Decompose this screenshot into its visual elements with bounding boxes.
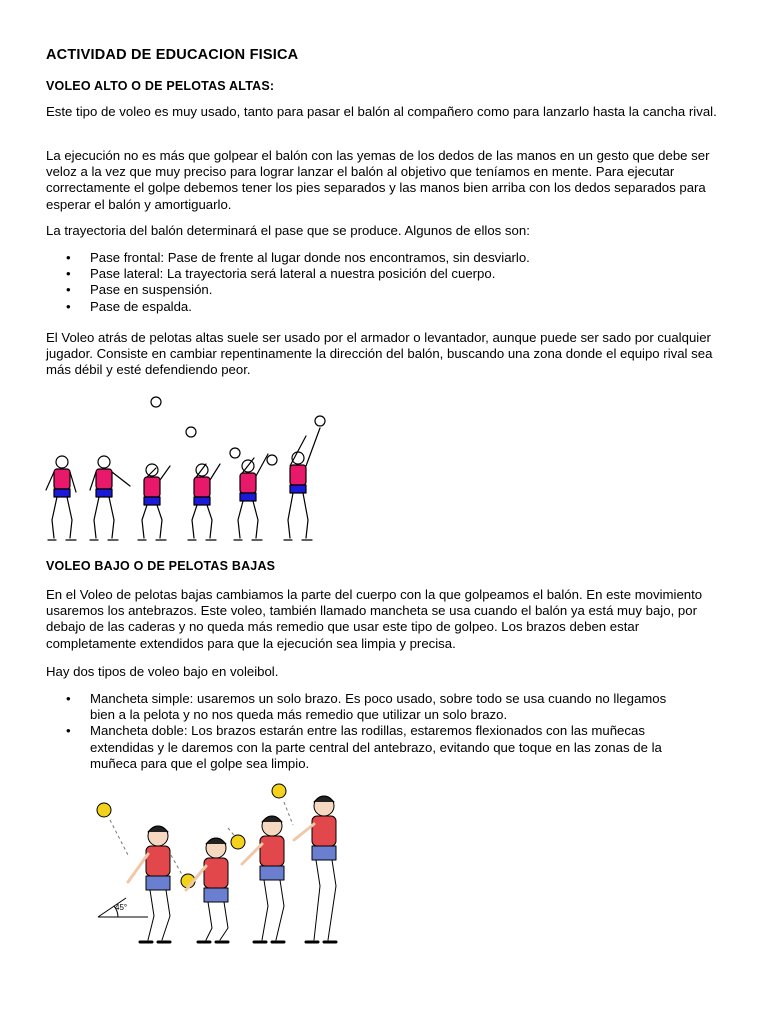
- list-item: • Pase de espalda.: [46, 299, 686, 315]
- player-figure: [186, 838, 228, 942]
- paragraph: La trayectoria del balón determinará el pase que se produce. Algunos de ellos son:: [46, 223, 530, 238]
- player-figure: [294, 796, 336, 942]
- ball-icon: [97, 803, 111, 817]
- paragraph: Este tipo de voleo es muy usado, tanto para pasar el balón al compañero como para lanzarlo hasta la cancha rival.: [46, 104, 717, 119]
- list-item: • Mancheta doble: Los brazos estarán entre las rodillas, estaremos flexionados con las muñecas extendidas y le daremos con la parte central del antebrazo, evitando que toque en las zonas de la muñeca para que el golpe sea limpio.: [46, 723, 686, 772]
- ball-icon: [151, 397, 161, 407]
- list-item: • Pase frontal: Pase de frente al lugar donde nos encontramos, sin desviarlo.: [46, 250, 686, 266]
- player-figure: [284, 428, 320, 540]
- paragraph: Hay dos tipos de voleo bajo en voleibol.: [46, 664, 279, 679]
- mancheta-types-list: [46, 691, 686, 772]
- player-figure: [46, 456, 76, 540]
- paragraph: En el Voleo de pelotas bajas cambiamos la parte del cuerpo con la que golpeamos el balón. En este movimiento usaremos los antebrazos. Este voleo, también llamado mancheta se usa cuando el balón ya está muy bajo, por debajo de las caderas y no queda más remedio que usar este tipo de golpeo. Los brazos deben estar completamente extendidos para que la ejecución sea limpia y precisa.: [46, 587, 703, 651]
- list-item: • Mancheta simple: usaremos un solo brazo. Es poco usado, sobre todo se usa cuando no llegamos bien a la pelota y no nos queda más remedio que utilizar un solo brazo.: [46, 691, 686, 723]
- list-item: • Pase lateral: La trayectoria será lateral a nuestra posición del cuerpo.: [46, 266, 686, 282]
- overhead-volley-illustration: [40, 392, 340, 552]
- player-figure: [90, 456, 130, 540]
- player-figure: [242, 816, 284, 942]
- paragraph: El Voleo atrás de pelotas altas suele ser usado por el armador o levantador, aunque puede ser sado por cualquier jugador. Consiste en cambiar repentinamente la dirección del balón, buscando una zona donde el equipo rival sea más débil y esté defendiendo peor.: [46, 330, 713, 378]
- section-heading-low-volley: VOLEO BAJO O DE PELOTAS BAJAS: [46, 559, 276, 573]
- paragraph: La ejecución no es más que golpear el balón con las yemas de los dedos de las manos en un gesto que debe ser veloz a la vez que muy preciso para lograr lanzar el balón al objetivo que teníamos en mente. Para ejecutar correctamente el golpe debemos tener los pies separados y las manos bien arriba con los dedos separados para esperar el balón y amortiguarlo.: [46, 148, 710, 212]
- player-figure: [188, 464, 220, 540]
- player-figure: [128, 826, 170, 942]
- ball-icon: [186, 427, 196, 437]
- section-heading-high-volley: VOLEO ALTO O DE PELOTAS ALTAS:: [46, 79, 275, 93]
- angle-label: 45°: [115, 903, 128, 912]
- forearm-pass-illustration: [88, 780, 368, 950]
- ball-icon: [272, 784, 286, 798]
- ball-icon: [315, 416, 325, 426]
- list-item: • Pase en suspensión.: [46, 282, 686, 298]
- player-figure: [138, 464, 170, 540]
- ball-icon: [231, 835, 245, 849]
- pass-types-list: [46, 250, 686, 315]
- page-title: ACTIVIDAD DE EDUCACION FISICA: [46, 47, 299, 63]
- ball-icon: [267, 455, 277, 465]
- player-figure: [234, 454, 268, 540]
- ball-icon: [230, 448, 240, 458]
